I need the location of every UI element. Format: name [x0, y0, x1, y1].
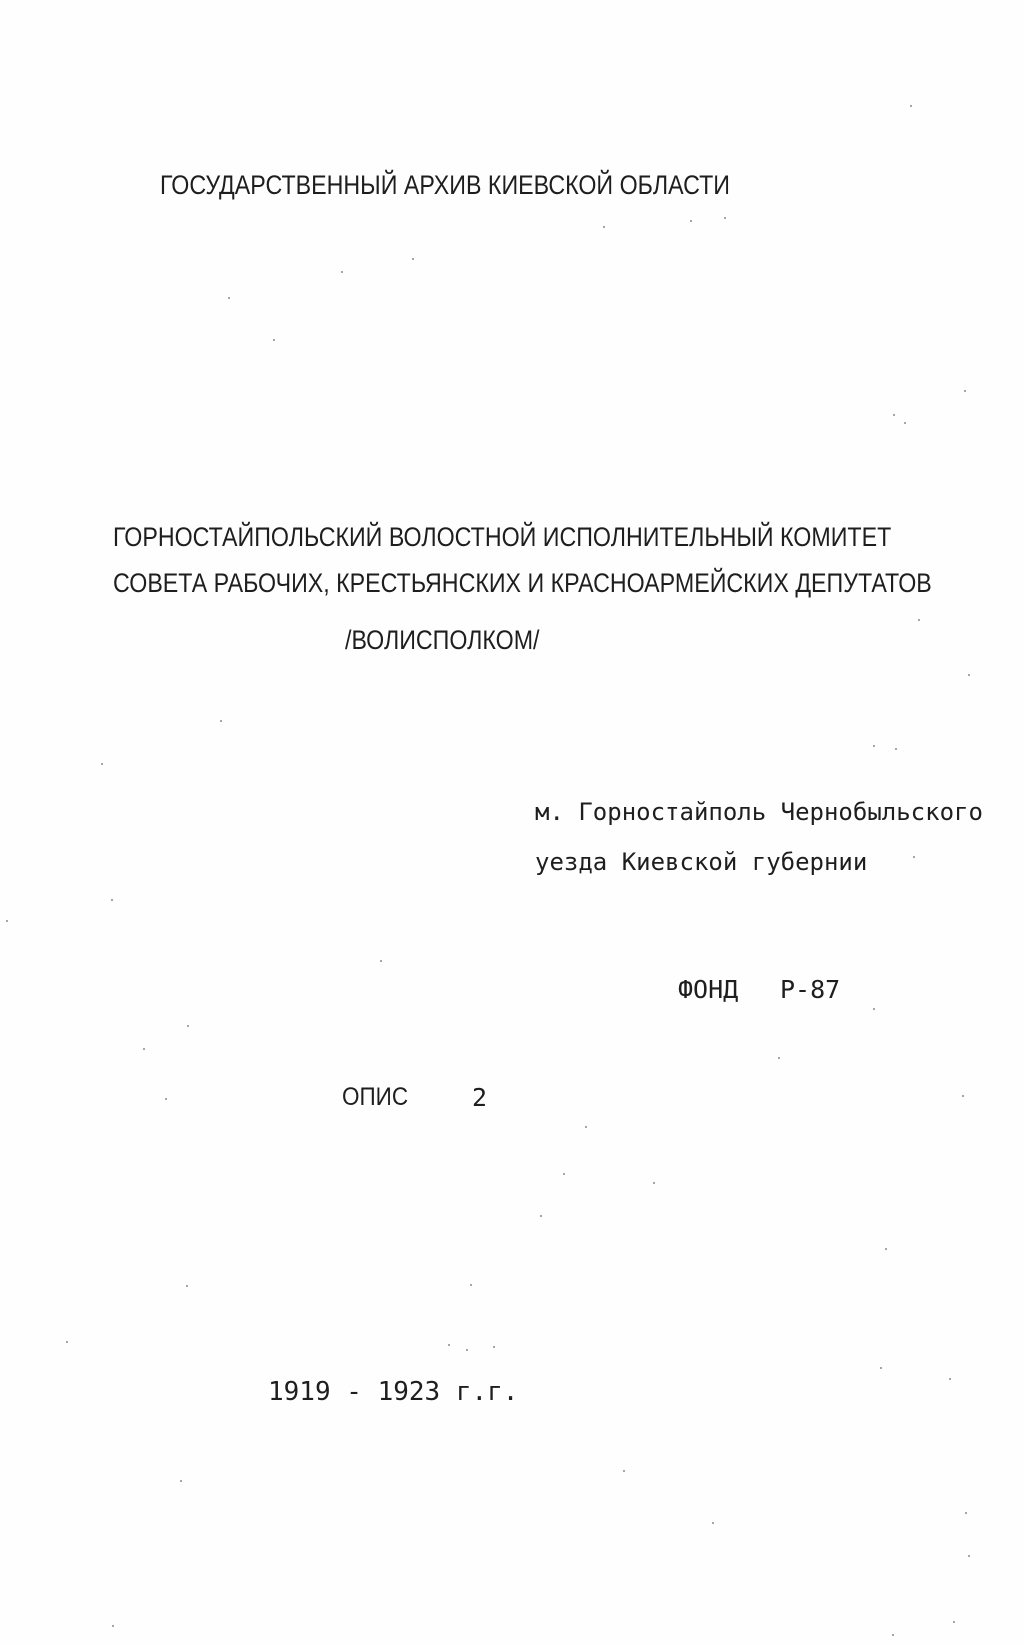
opis-number: 2 [472, 1083, 488, 1112]
fond-number: Р-87 [780, 975, 841, 1004]
date-range: 1919 - 1923 г.г. [268, 1377, 519, 1407]
organization-line-2: СОВЕТА РАБОЧИХ, КРЕСТЬЯНСКИХ И КРАСНОАРМЕЙСКИХ ДЕПУТАТОВ [113, 568, 932, 598]
organization-abbreviation: /ВОЛИСПОЛКОМ/ [345, 625, 540, 655]
opis-label: ОПИС [342, 1083, 409, 1111]
fond-label: ФОНД [678, 975, 739, 1004]
organization-line-1: ГОРНОСТАЙПОЛЬСКИЙ ВОЛОСТНОЙ ИСПОЛНИТЕЛЬНЫЙ КОМИТЕТ [113, 522, 892, 552]
location-line-1: м. Горностайполь Чернобыльского [535, 798, 983, 826]
archive-name: ГОСУДАРСТВЕННЫЙ АРХИВ КИЕВСКОЙ ОБЛАСТИ [160, 170, 730, 200]
location-line-2: уезда Киевской губернии [535, 848, 868, 876]
